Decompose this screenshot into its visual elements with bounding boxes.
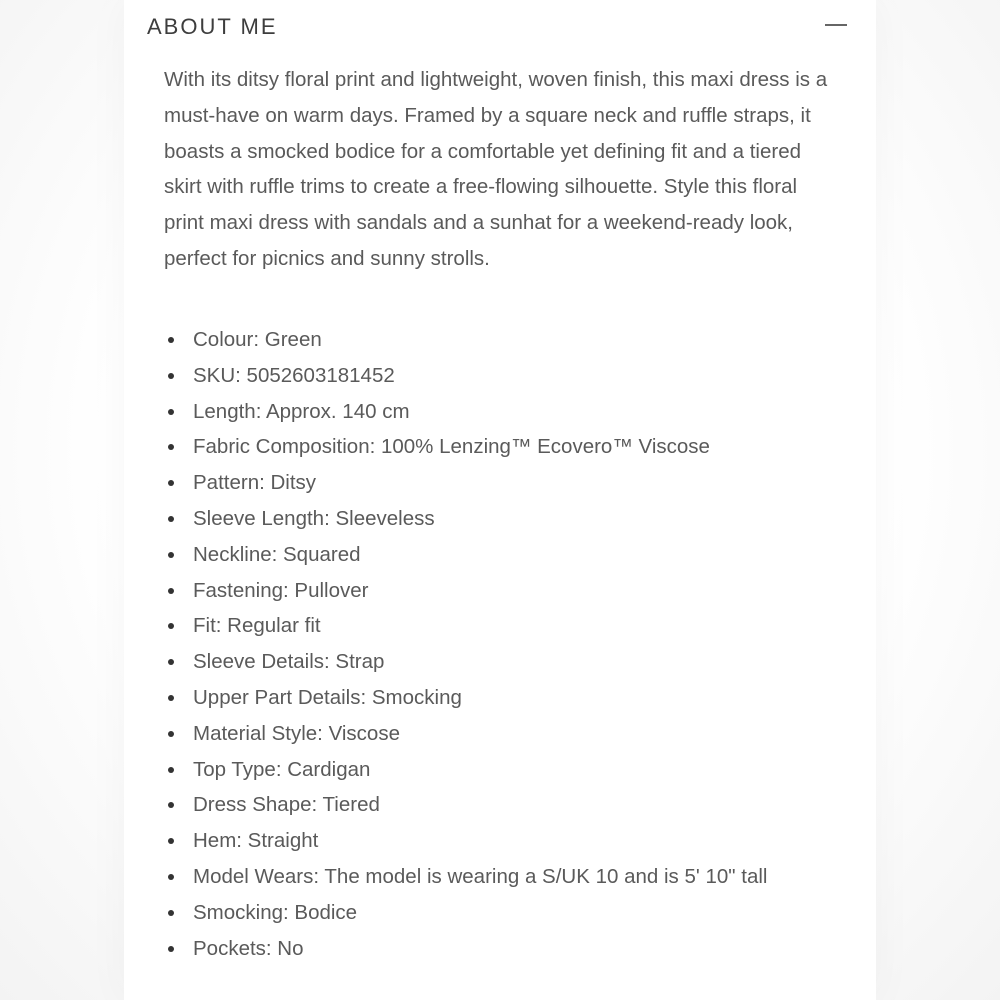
spec-text: Upper Part Details: Smocking — [193, 685, 462, 709]
spec-text: Length: Approx. 140 cm — [193, 399, 410, 423]
spec-item — [164, 823, 830, 859]
spec-text: Fabric Composition: 100% Lenzing™ Ecovero™ Viscose — [193, 435, 710, 459]
spec-item — [164, 608, 830, 644]
spec-item — [164, 752, 830, 788]
spec-text: Pockets: No — [193, 936, 304, 960]
bullet-icon — [168, 588, 174, 594]
spec-item — [164, 859, 830, 895]
spec-item — [164, 895, 830, 931]
bullet-icon — [168, 910, 174, 916]
bullet-icon — [168, 337, 174, 343]
spec-text: Fit: Regular fit — [193, 614, 321, 638]
bullet-icon — [168, 731, 174, 737]
spec-text: Sleeve Length: Sleeveless — [193, 506, 435, 530]
spec-text: Dress Shape: Tiered — [193, 793, 380, 817]
bullet-icon — [168, 838, 174, 844]
bullet-icon — [168, 659, 174, 665]
bullet-icon — [168, 767, 174, 773]
bullet-icon — [168, 802, 174, 808]
spec-text: Top Type: Cardigan — [193, 757, 371, 781]
bullet-icon — [168, 623, 174, 629]
spec-item — [164, 394, 830, 430]
spec-item — [164, 787, 830, 823]
bullet-icon — [168, 695, 174, 701]
spec-text: Hem: Straight — [193, 829, 319, 853]
spec-text: Smocking: Bodice — [193, 900, 358, 924]
spec-item — [164, 573, 830, 609]
spec-item — [164, 644, 830, 680]
bullet-icon — [168, 409, 174, 415]
spec-text: Model Wears: The model is wearing a S/UK 10 and is 5' 10" tall — [193, 864, 768, 888]
spec-item — [164, 322, 830, 358]
bullet-icon — [168, 373, 174, 379]
section-title: ABOUT ME — [147, 14, 278, 39]
spec-text: Pattern: Ditsy — [193, 471, 317, 495]
minus-icon — [825, 24, 847, 26]
bullet-icon — [168, 516, 174, 522]
collapse-button[interactable] — [823, 10, 851, 40]
spec-item — [164, 716, 830, 752]
spec-text: Colour: Green — [193, 328, 322, 351]
spec-item — [164, 501, 830, 537]
bullet-icon — [168, 480, 174, 486]
spec-item — [164, 465, 830, 501]
spec-item — [164, 358, 830, 394]
bullet-icon — [168, 444, 174, 450]
spec-text: Fastening: Pullover — [193, 578, 369, 602]
bullet-icon — [168, 552, 174, 558]
spec-item — [164, 429, 830, 465]
spec-item — [164, 537, 830, 573]
spec-text: Neckline: Squared — [193, 542, 361, 566]
spec-text: SKU: 5052603181452 — [193, 363, 395, 387]
accordion-header[interactable] — [147, 10, 851, 44]
bullet-icon — [168, 874, 174, 880]
spec-list — [164, 322, 830, 966]
bullet-icon — [168, 946, 174, 952]
spec-item — [164, 931, 830, 967]
product-description: With its ditsy floral print and lightweight, woven finish, this maxi dress is a must-have on warm days. Framed by a square neck and ruffle straps, it boasts a smocked bodice for a comfortable yet defining fit and a tiered skirt with ruffle trims to create a free-flowing silhouette. Style this floral print maxi dress with sandals and a sunhat for a weekend-ready look, perfect for picnics and sunny strolls. — [164, 68, 828, 270]
spec-text: Material Style: Viscose — [193, 721, 400, 745]
spec-item — [164, 680, 830, 716]
spec-text: Sleeve Details: Strap — [193, 650, 385, 674]
